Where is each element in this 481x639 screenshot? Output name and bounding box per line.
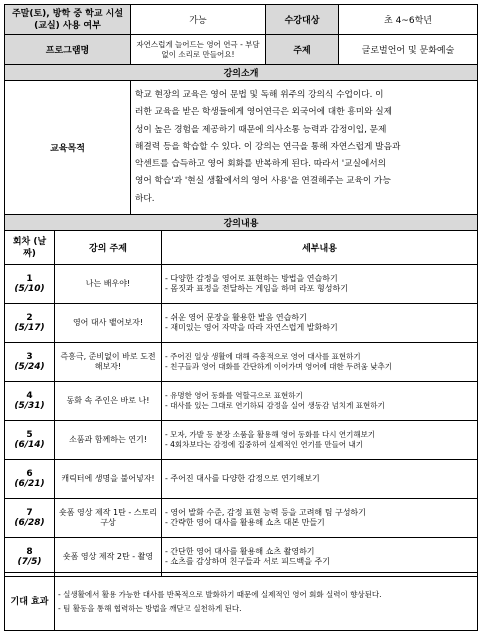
- purpose-line: 해결력 등을 학습할 수 있다. 이 강의는 연극을 통해 자연스럽게 발음과: [135, 141, 401, 152]
- subject-value: 글로벌언어 및 문화예술: [339, 35, 478, 65]
- session-number: 1: [26, 274, 33, 284]
- purpose-line: 학교 현장의 교육은 영어 문법 및 독해 위주의 강의식 수업이다. 이: [135, 89, 384, 100]
- program-name-label: 프로그램명: [5, 35, 131, 65]
- col-session-header: 회차 (날짜): [5, 231, 55, 265]
- purpose-line: 악센트를 습득하고 영어 회화를 반복하게 된다. 따라서 '교실에서의: [135, 159, 387, 170]
- session-detail: - 간략한 영어 대사를 활용해 쇼츠 대본 만들기: [165, 518, 325, 527]
- purpose-line: 하다.: [135, 193, 155, 204]
- session-row: [5, 538, 478, 577]
- session-date: (6/21): [14, 479, 45, 489]
- session-topic: 캐릭터에 생명을 불어넣자!: [55, 460, 162, 499]
- session-detail: - 모자, 가발 등 분장 소품을 활용해 영어 동화를 다시 연기해보기: [165, 430, 376, 439]
- session-number: 5: [26, 430, 33, 440]
- session-row: [5, 460, 478, 499]
- session-detail: - 친구들과 영어 대화를 간단하게 이어가며 영어에 대한 두려움 낮추기: [165, 362, 393, 371]
- session-date: (6/28): [14, 518, 45, 528]
- target-value: 초 4~6학년: [339, 5, 478, 35]
- session-detail: - 몸짓과 표정을 전달하는 게임을 하며 라포 형성하기: [165, 284, 348, 293]
- session-topic: 숏폼 영상 제작 1탄 - 스토리 구상: [55, 499, 162, 538]
- info-table: [4, 4, 478, 65]
- session-detail: - 쉬운 영어 문장을 활용한 발음 연습하기: [165, 313, 307, 322]
- session-detail: - 주어진 일상 생활에 대해 즉흥적으로 영어 대사를 표현하기: [165, 352, 361, 361]
- session-detail: - 간단한 영어 대사를 활용해 쇼츠 촬영하기: [165, 547, 315, 556]
- session-topic: 나는 배우야!: [55, 265, 162, 304]
- session-detail: - 다양한 감정을 영어로 표현하는 방법을 연습하기: [165, 274, 338, 283]
- session-date: (5/24): [14, 362, 45, 372]
- session-detail: - 4회차보다는 감정에 집중하여 실제적인 연기를 만들어 내기: [165, 440, 364, 449]
- session-topic: 즉흥극, 준비없이 바로 도전해보자!: [55, 343, 162, 382]
- session-number: 3: [26, 352, 33, 362]
- session-number: 8: [26, 547, 33, 557]
- col-detail-header: 세부내용: [162, 231, 478, 265]
- intro-title: 강의소개: [5, 65, 478, 81]
- session-detail: - 쇼츠를 감상하며 친구들과 서로 피드백을 주기: [165, 557, 330, 566]
- intro-table: [4, 64, 478, 215]
- effect-table: [4, 572, 478, 631]
- col-topic-header: 강의 주제: [55, 231, 162, 265]
- program-name-value: 자연스럽게 늘어드는 영어 연극 - 부담 없이 소리로 만들어요!: [131, 35, 266, 65]
- effect-label: 기대 효과: [5, 573, 55, 631]
- target-label: 수강대상: [266, 5, 339, 35]
- saturday-use-value: 가능: [131, 5, 266, 35]
- session-number: 4: [26, 391, 33, 401]
- session-topic: 숏폼 영상 제작 2탄 - 촬영: [55, 538, 162, 577]
- session-row: [5, 499, 478, 538]
- purpose-label: 교육목적: [5, 81, 131, 215]
- session-row: [5, 265, 478, 304]
- session-topic: 동화 속 주인은 바로 나!: [55, 382, 162, 421]
- purpose-line: 러한 교육을 받은 학생들에게 영어연극은 외국어에 대한 흥미와 실제: [135, 107, 393, 118]
- session-row: [5, 421, 478, 460]
- session-number: 6: [26, 469, 33, 479]
- session-row: [5, 304, 478, 343]
- session-detail: - 영어 발화 수준, 감정 표현 능력 등을 고려해 팀 구성하기: [165, 508, 366, 517]
- effect-text: [55, 573, 478, 631]
- session-number: 7: [26, 508, 33, 518]
- subject-label: 주제: [266, 35, 339, 65]
- session-date: (7/5): [17, 557, 42, 567]
- saturday-use-label: 주말(토), 방학 중 학교 시설(교실) 사용 여부: [5, 5, 131, 35]
- session-topic: 소품과 함께하는 연기!: [55, 421, 162, 460]
- effect-line: - 팀 활동을 통해 협력하는 방법을 깨닫고 실천하게 된다.: [58, 603, 242, 613]
- session-detail: - 주어진 대사를 다양한 감정으로 연기해보기: [165, 474, 320, 483]
- session-detail: - 대사를 있는 그대로 연기하되 감정을 실어 생동감 넘치게 표현하기: [165, 401, 385, 410]
- session-topic: 영어 대사 뱉어보자!: [55, 304, 162, 343]
- session-number: 2: [26, 313, 33, 323]
- session-date: (6/14): [14, 440, 45, 450]
- content-title: 강의내용: [5, 215, 478, 231]
- purpose-text: [131, 81, 478, 215]
- session-date: (5/31): [14, 401, 45, 411]
- effect-line: - 실생활에서 활용 가능한 대사를 반복적으로 발화하기 때문에 실제적인 영어 회화 실력이 향상된다.: [58, 589, 382, 599]
- purpose-line: 영어 학습'과 '현실 생활에서의 영어 사용'을 연결해주는 교육이 가능: [135, 176, 391, 187]
- session-row: [5, 343, 478, 382]
- session-row: [5, 382, 478, 421]
- session-detail: - 유명한 영어 동화를 역할극으로 표현하기: [165, 391, 303, 400]
- purpose-line: 성이 높은 경험을 제공하기 때문에 의사소통 능력과 감정이입, 문제: [135, 124, 387, 135]
- session-date: (5/10): [14, 284, 45, 294]
- session-date: (5/17): [14, 323, 45, 333]
- session-detail: - 재미있는 영어 자막을 따라 자연스럽게 발화하기: [165, 323, 338, 332]
- content-table: [4, 214, 478, 577]
